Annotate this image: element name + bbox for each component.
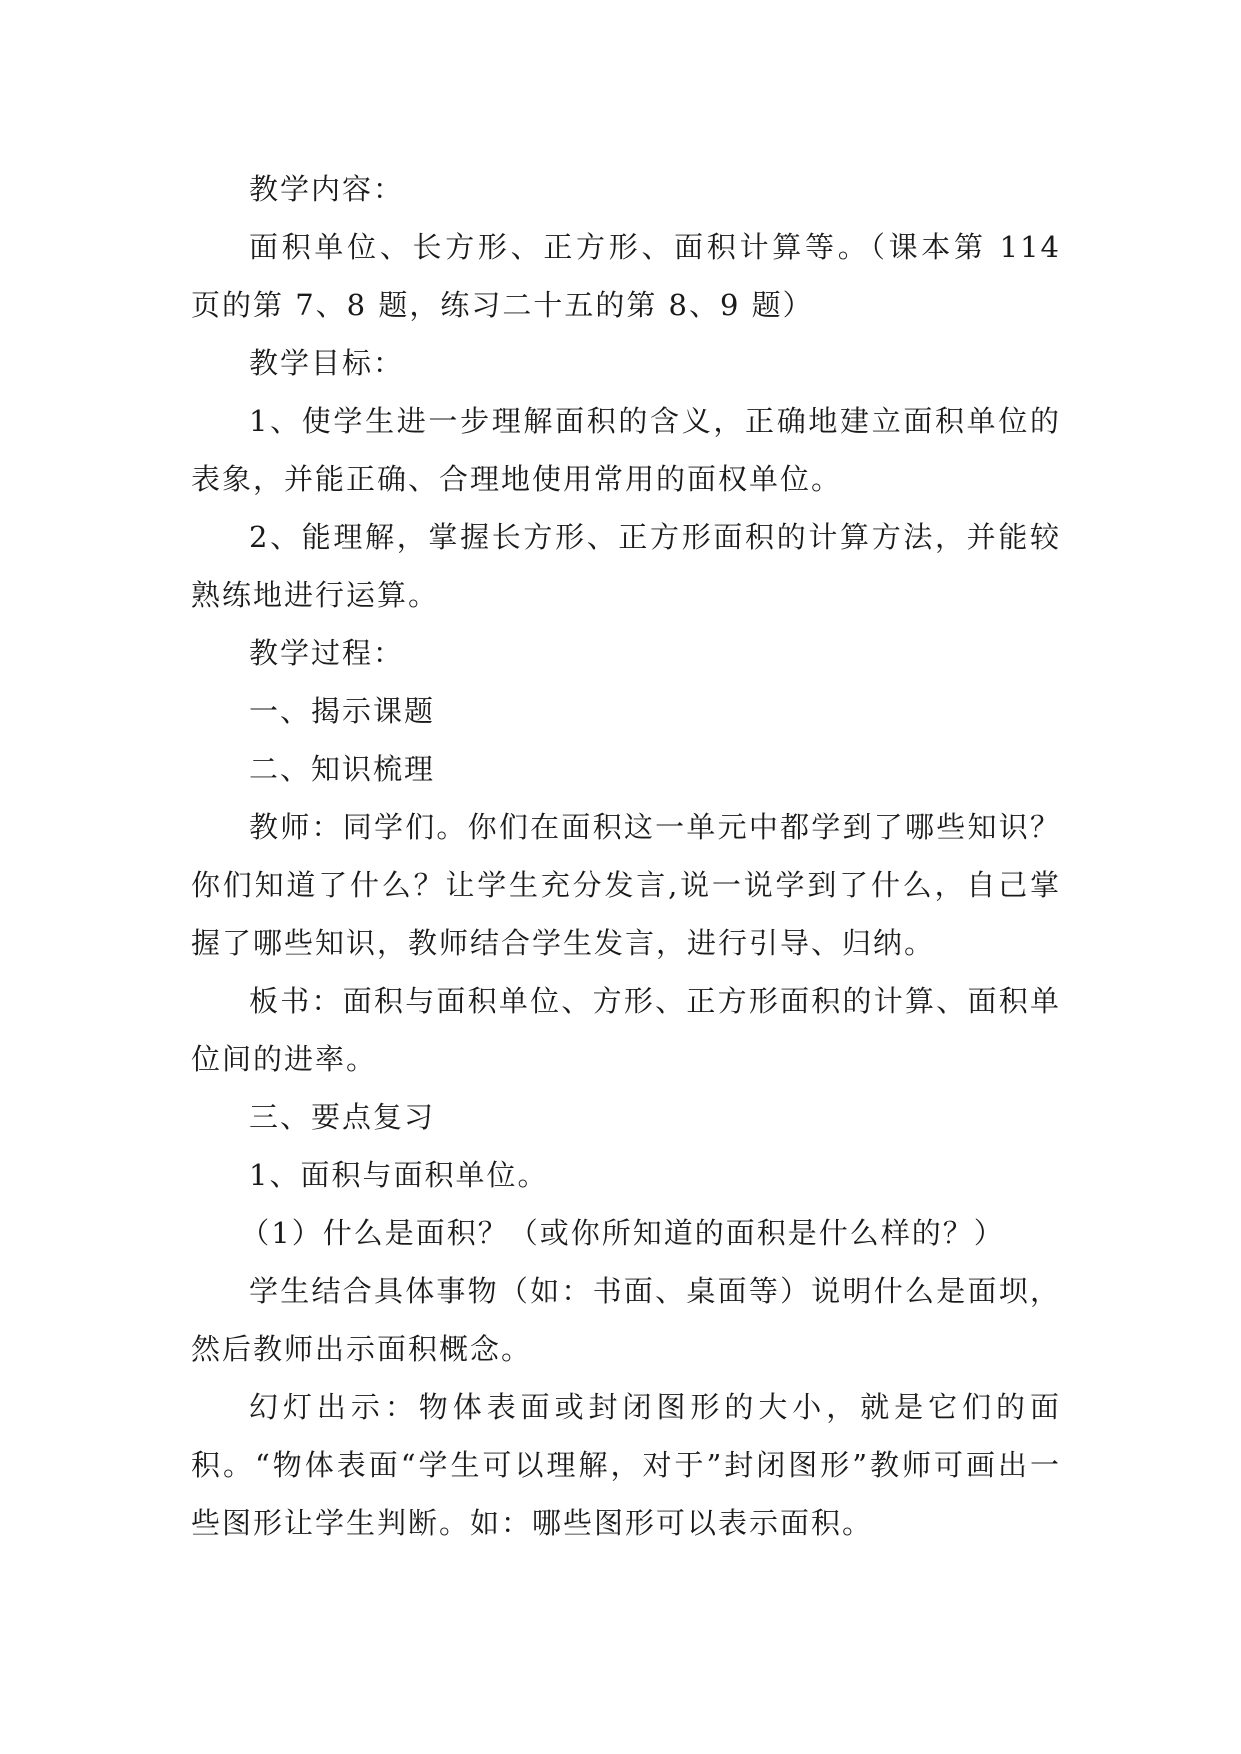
document-body bbox=[191, 160, 1061, 1552]
paragraph-student-examples: 学生结合具体事物（如：书面、桌面等）说明什么是面坝，然后教师出示面积概念。 bbox=[191, 1274, 1061, 1366]
heading-teaching-goals: 教学目标： bbox=[249, 346, 405, 380]
section-reveal-topic: 一、揭示课题 bbox=[249, 694, 436, 728]
paragraph-blackboard: 板书：面积与面积单位、方形、正方形面积的计算、面积单位间的进率。 bbox=[191, 984, 1061, 1076]
item-what-is-area: （1）什么是面积？（或你所知道的面积是什么样的？） bbox=[240, 1216, 1005, 1250]
paragraph-goal-2: 2、能理解，掌握长方形、正方形面积的计算方法，并能较熟练地进行运算。 bbox=[191, 520, 1061, 612]
section-key-points: 三、要点复习 bbox=[249, 1100, 436, 1134]
heading-teaching-content: 教学内容： bbox=[249, 172, 405, 206]
section-knowledge-review: 二、知识梳理 bbox=[249, 752, 436, 786]
paragraph-slide-definition: 幻灯出示：物体表面或封闭图形的大小，就是它们的面积。“物体表面“学生可以理解，对于”封闭图形”教师可画出一些图形让学生判断。如：哪些图形可以表示面积。 bbox=[191, 1390, 1061, 1540]
item-area-and-units: 1、面积与面积单位。 bbox=[249, 1158, 549, 1192]
heading-teaching-process: 教学过程： bbox=[249, 636, 405, 670]
paragraph-teacher-prompt: 教师：同学们。你们在面积这一单元中都学到了哪些知识？你们知道了什么？让学生充分发言,说一说学到了什么，自己掌握了哪些知识，教师结合学生发言，进行引导、归纳。 bbox=[191, 810, 1061, 960]
paragraph-teaching-content: 面积单位、长方形、正方形、面积计算等。（课本第 114 页的第 7、8 题，练习二十五的第 8、9 题） bbox=[191, 230, 1061, 322]
paragraph-goal-1: 1、使学生进一步理解面积的含义，正确地建立面积单位的表象，并能正确、合理地使用常用的面权单位。 bbox=[191, 404, 1061, 496]
